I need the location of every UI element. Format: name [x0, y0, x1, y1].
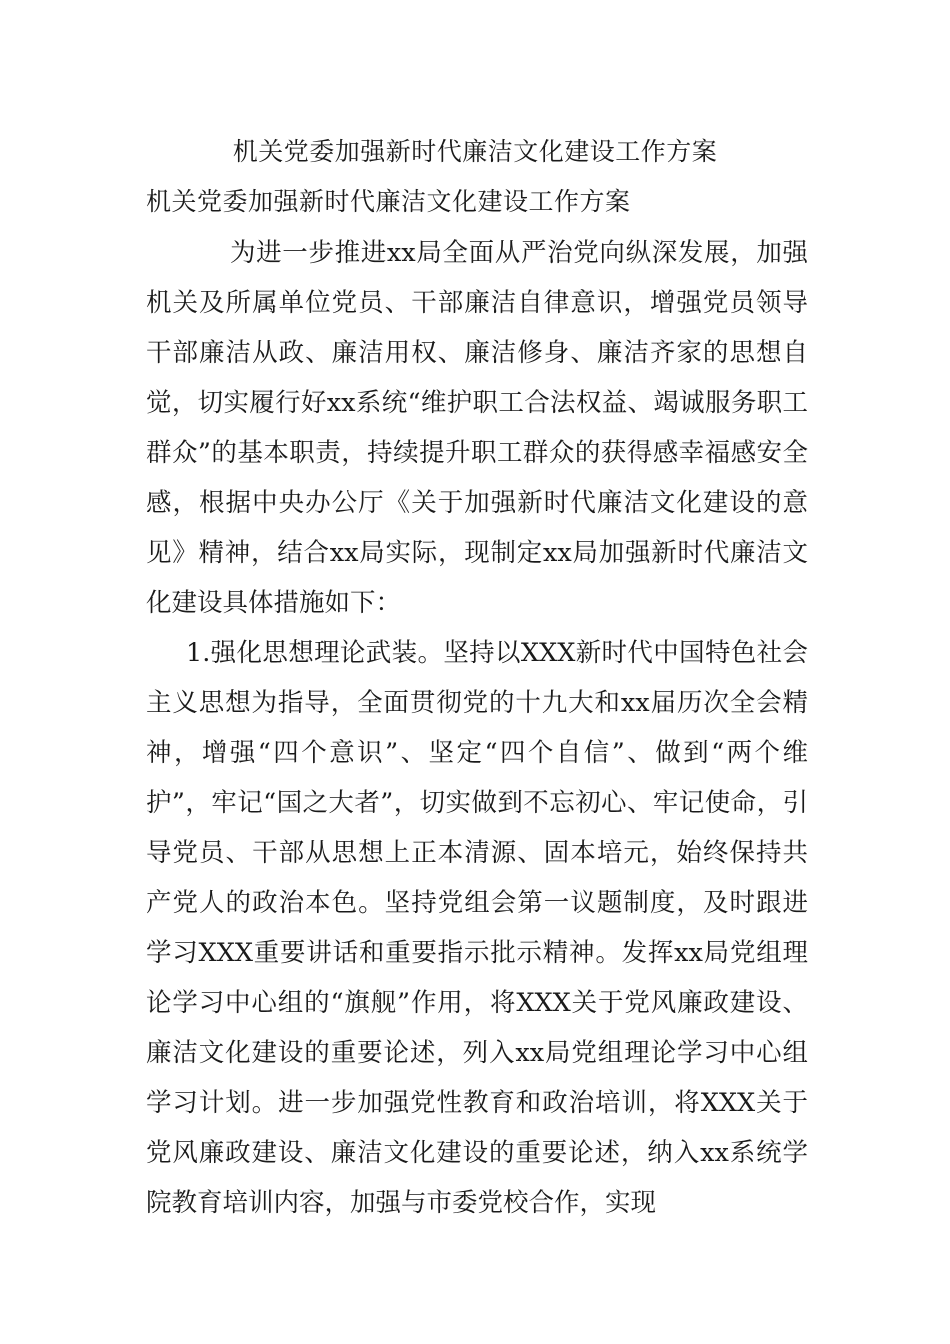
document-body: [146, 228, 808, 1228]
paragraph-intro: 为进一步推进xx局全面从严治党向纵深发展，加强机关及所属单位党员、干部廉洁自律意识，增强党员领导干部廉洁从政、廉洁用权、廉洁修身、廉洁齐家的思想自觉，切实履行好xx系统“维护职工合法权益、竭诚服务职工群众”的基本职责，持续提升职工群众的获得感幸福感安全感，根据中央办公厅《关于加强新时代廉洁文化建设的意见》精神，结合xx局实际，现制定xx局加强新时代廉洁文化建设具体措施如下：: [146, 238, 808, 618]
paragraph-item-1: 1.强化思想理论武装。坚持以XXX新时代中国特色社会主义思想为指导，全面贯彻党的十九大和xx届历次全会精神，增强“四个意识”、坚定“四个自信”、做到“两个维护”，牢记“国之大者”，切实做到不忘初心、牢记使命，引导党员、干部从思想上正本清源、固本培元，始终保持共产党人的政治本色。坚持党组会第一议题制度，及时跟进学习XXX重要讲话和重要指示批示精神。发挥xx局党组理论学习中心组的“旗舰”作用，将XXX关于党风廉政建设、廉洁文化建设的重要论述，列入xx局党组理论学习中心组学习计划。进一步加强党性教育和政治培训，将XXX关于党风廉政建设、廉洁文化建设的重要论述，纳入xx系统学院教育培训内容，加强与市委党校合作，实现: [146, 638, 808, 1218]
document-title-left: 机关党委加强新时代廉洁文化建设工作方案: [146, 187, 631, 216]
document-title-centered: 机关党委加强新时代廉洁文化建设工作方案: [232, 137, 718, 166]
